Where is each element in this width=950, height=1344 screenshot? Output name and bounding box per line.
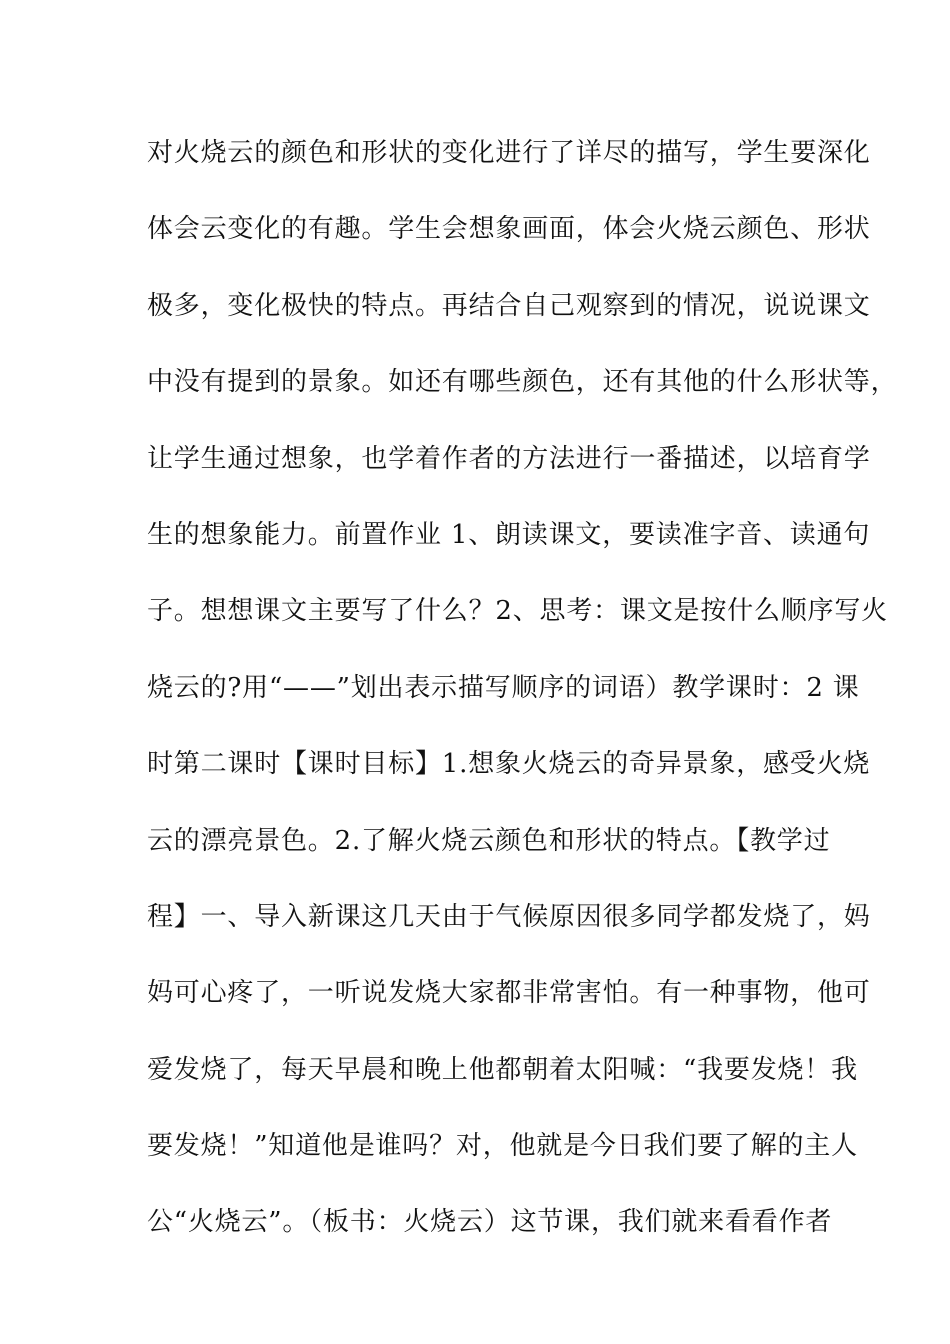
- text-line: 程】一、导入新课这几天由于气候原因很多同学都发烧了，妈: [147, 901, 871, 932]
- text-line: 烧云的?用“——”划出表示描写顺序的词语）教学课时：2 课: [147, 672, 860, 703]
- text-line: 妈可心疼了，一听说发烧大家都非常害怕。有一种事物，他可: [147, 978, 871, 1009]
- text-line: 中没有提到的景象。如还有哪些颜色，还有其他的什么形状等，: [147, 367, 898, 398]
- text-line: 生的想象能力。前置作业 1、朗读课文，要读准字音、读通句: [147, 519, 871, 550]
- text-line: 云的漂亮景色。2.了解火烧云颜色和形状的特点。【教学过: [147, 825, 831, 856]
- text-line: 子。想想课文主要写了什么？2、思考：课文是按什么顺序写火: [147, 596, 888, 627]
- text-line: 爱发烧了，每天早晨和晚上他都朝着太阳喊：“我要发烧！我: [147, 1054, 858, 1085]
- text-line: 公“火烧云”。（板书：火烧云）这节课，我们就来看看作者: [147, 1207, 833, 1238]
- text-line: 要发烧！”知道他是谁吗？对，他就是今日我们要了解的主人: [147, 1131, 858, 1162]
- text-line: 对火烧云的颜色和形状的变化进行了详尽的描写，学生要深化: [147, 138, 871, 168]
- text-line: 体会云变化的有趣。学生会想象画面，体会火烧云颜色、形状: [147, 214, 871, 245]
- body-text: [147, 133, 898, 1279]
- text-line: 时第二课时【课时目标】1.想象火烧云的奇异景象，感受火烧: [147, 749, 871, 780]
- text-line: 极多，变化极快的特点。再结合自己观察到的情况，说说课文: [147, 290, 871, 321]
- text-line: 让学生通过想象，也学着作者的方法进行一番描述，以培育学: [147, 443, 871, 474]
